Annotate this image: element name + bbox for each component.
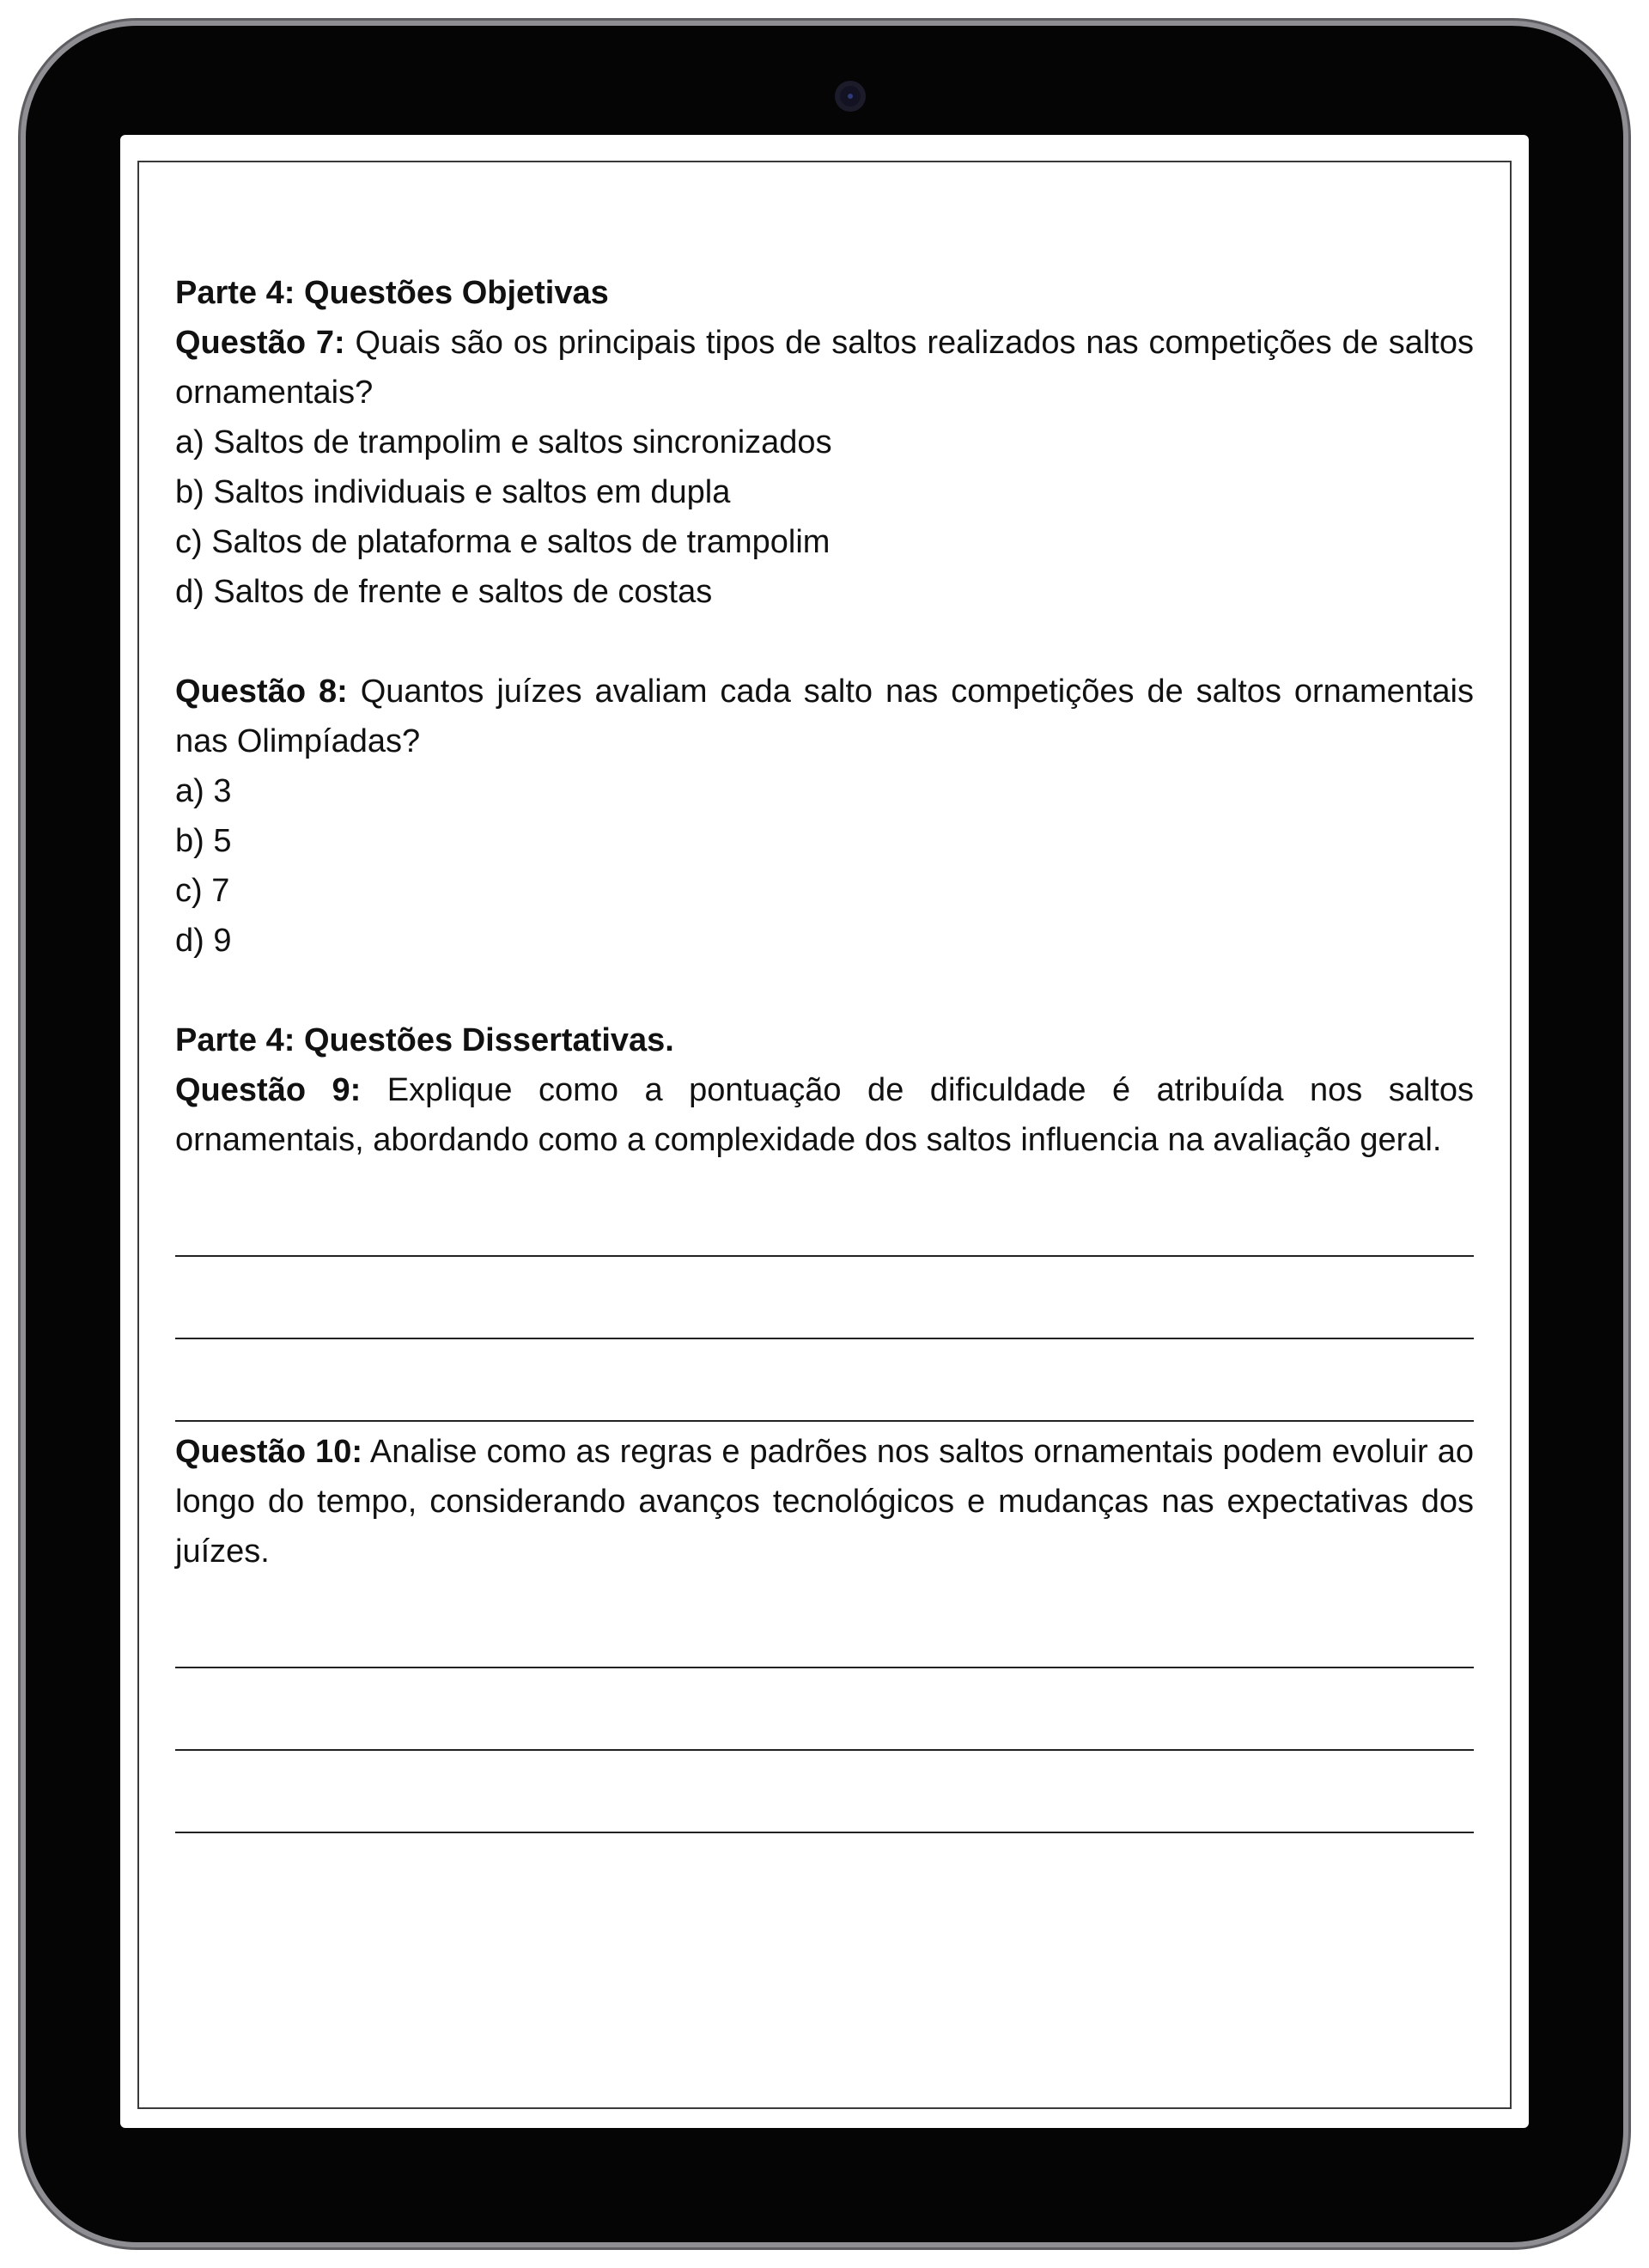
question-7-option-b: b) Saltos individuais e saltos em dupla <box>175 474 731 510</box>
tablet-screen <box>120 135 1529 2128</box>
question-8-option-a: a) 3 <box>175 773 232 809</box>
question-10 <box>175 1427 1474 1576</box>
question-7-option-d: d) Saltos de frente e saltos de costas <box>175 574 713 610</box>
question-7-text: Quais são os principais tipos de saltos realizados nas competições de saltos ornamentais? <box>175 325 1475 411</box>
question-8-option-b: b) 5 <box>175 823 232 859</box>
document-content <box>175 268 1474 1833</box>
question-7-option-c: c) Saltos de plataforma e saltos de trampolim <box>175 524 831 560</box>
question-8 <box>175 667 1474 766</box>
question-9-label: Questão 9: <box>175 1072 362 1108</box>
question-8-text: Quantos juízes avaliam cada salto nas competições de saltos ornamentais nas Olimpíadas? <box>175 674 1474 759</box>
question-8-label: Questão 8: <box>175 674 348 710</box>
front-camera <box>835 81 866 112</box>
question-10-label: Questão 10: <box>175 1434 362 1470</box>
question-8-option-c: c) 7 <box>175 873 230 909</box>
section-title-essay: Parte 4: Questões Dissertativas. <box>175 1022 674 1058</box>
question-9 <box>175 1065 1474 1165</box>
question-7-label: Questão 7: <box>175 325 345 361</box>
question-7 <box>175 318 1474 418</box>
spacer <box>175 966 1474 1015</box>
spacer <box>175 617 1474 667</box>
question-8-option-d: d) 9 <box>175 923 232 959</box>
answer-line <box>175 1832 1474 1833</box>
question-10-text: Analise como as regras e padrões nos saltos ornamentais podem evoluir ao longo do tempo, considerando avanços tecnológicos e mudanças nas expectativas dos juízes. <box>175 1434 1474 1570</box>
question-7-option-a: a) Saltos de trampolim e saltos sincronizados <box>175 424 832 460</box>
question-9-text: Explique como a pontuação de dificuldade é atribuída nos saltos ornamentais, abordando como a complexidade dos saltos influencia na avaliação geral. <box>175 1072 1474 1158</box>
section-title-objective: Parte 4: Questões Objetivas <box>175 275 609 311</box>
